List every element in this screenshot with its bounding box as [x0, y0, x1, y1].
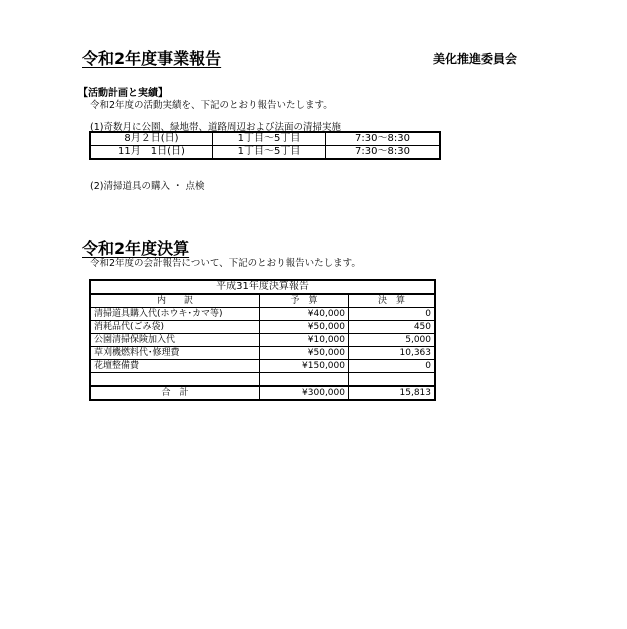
schedule-date: 8月２日(日): [90, 132, 213, 146]
report-title: 令和2年度事業報告: [82, 49, 222, 68]
table-caption-row: [90, 280, 435, 294]
row-budget: ¥50,000: [260, 347, 349, 360]
empty-cell: [90, 373, 260, 387]
column-header-budget: 予 算: [260, 294, 349, 308]
settlement-table: [89, 279, 436, 401]
total-row: [90, 386, 435, 400]
cleaning-plan-heading: (1)奇数月に公園、緑地帯、道路周辺および法面の清掃実施: [90, 122, 341, 133]
total-actual: 15,813: [349, 386, 436, 400]
table-row: [90, 347, 435, 360]
table-row: [90, 321, 435, 334]
total-budget: ¥300,000: [260, 386, 349, 400]
row-actual: 10,363: [349, 347, 436, 360]
tool-purchase-heading: (2)清掃道具の購入 ・ 点検: [90, 181, 205, 192]
table-row: [90, 146, 440, 160]
row-actual: 5,000: [349, 334, 436, 347]
row-item: 草刈機燃料代･修理費: [90, 347, 260, 360]
table-row-empty: [90, 373, 435, 387]
row-item: 清掃道具購入代(ホウキ･カマ等): [90, 308, 260, 321]
row-budget: ¥50,000: [260, 321, 349, 334]
empty-cell: [349, 373, 436, 387]
table-header-row: [90, 294, 435, 308]
row-actual: 0: [349, 308, 436, 321]
schedule-time: 7:30～8:30: [326, 146, 441, 160]
settlement-title: 令和2年度決算: [82, 239, 190, 258]
row-item: 消耗品代(ごみ袋): [90, 321, 260, 334]
table-row: [90, 334, 435, 347]
organization-name: 美化推進委員会: [433, 52, 518, 66]
schedule-area: 1丁目～5丁目: [213, 132, 326, 146]
activity-intro: 令和2年度の活動実績を、下記のとおり報告いたします。: [90, 100, 333, 111]
schedule-date: 11月 1日(日): [90, 146, 213, 160]
row-actual: 0: [349, 360, 436, 373]
cleaning-schedule-table: [89, 131, 441, 160]
table-caption: 平成31年度決算報告: [90, 280, 435, 294]
column-header-item: 内 訳: [90, 294, 260, 308]
row-budget: ¥150,000: [260, 360, 349, 373]
empty-cell: [260, 373, 349, 387]
schedule-area: 1丁目～5丁目: [213, 146, 326, 160]
row-actual: 450: [349, 321, 436, 334]
table-row: [90, 308, 435, 321]
schedule-time: 7:30～8:30: [326, 132, 441, 146]
total-label: 合 計: [90, 386, 260, 400]
row-item: 花壇整備費: [90, 360, 260, 373]
activity-section-heading: 【活動計画と実績】: [78, 88, 168, 99]
settlement-intro: 令和2年度の会計報告について、下記のとおり報告いたします。: [90, 258, 361, 269]
table-row: [90, 132, 440, 146]
column-header-actual: 決 算: [349, 294, 436, 308]
row-item: 公園清掃保険加入代: [90, 334, 260, 347]
row-budget: ¥10,000: [260, 334, 349, 347]
table-row: [90, 360, 435, 373]
row-budget: ¥40,000: [260, 308, 349, 321]
